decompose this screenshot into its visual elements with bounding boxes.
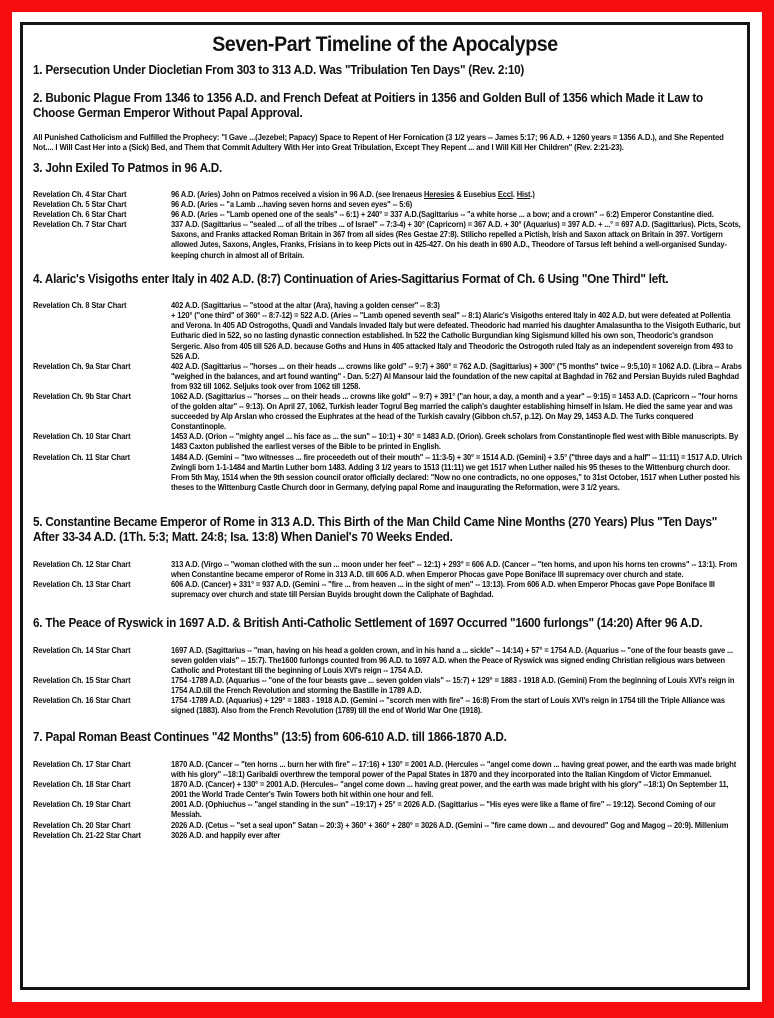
section-heading-5: 5. Constantine Became Emperor of Rome in 313 A.D. This Birth of the Man Child Came Nine Months (270 Years) Plus "Ten Days" After 33-34 A.D. (1Th. 5:3; Matt. 24:8; Isa. 13:8) When Daniel's 70 Weeks Ended.: [33, 514, 718, 545]
chart-description: 1062 A.D. (Sagittarius -- "horses ... on their heads ... crowns like gold" -- 9:7) + 391° ("an hour, a day, a month and a year" -- 9:15) = 1453 A.D. (Capricorn -- "four horns of the golden altar" -- 9:13). On April 27, 1062, Turkish leader Togrul Beg married the caliph's daughter establishing himself in Islam. He died the same year and was succeeded by Alp Arslan who crossed the Euphrates at the head of the Turkish cavalry (Gibbon ch.57, p.12). On May 29, 1453 A.D. The Turks conquered Constantinople.: [171, 392, 738, 432]
document-content: [33, 25, 743, 841]
chart-description: 2026 A.D. (Cetus -- "set a seal upon" Satan -- 20:3) + 360° + 360° + 280° = 3026 A.D. (Gemini -- "fire came down ... and devoured" Gog and Magog -- 20:9). Millenium: [171, 820, 729, 830]
chart-label: Revelation Ch. 5 Star Chart: [33, 200, 127, 210]
chart-row: [33, 432, 737, 452]
chart-row: [33, 210, 737, 220]
chart-description: 402 A.D. (Sagittarius -- "horses ... on their heads ... crowns like gold" -- 9:7) + 360° = 762 A.D. (Sagittarius) + 300° ("5 months" twice -- 9:5,10) = 1062 A.D. (Libra -- Arabs "weighed in the balances, and art found wanting" - Dan. 5:27) Al Mansour laid the foundation of the new capital at Baghdad in 762 and Persian Buyids ruled Baghdad from 932 till 1062. Seljuks took over from 1062 till 1258.: [171, 361, 742, 391]
section-heading-4: 4. Alaric's Visigoths enter Italy in 402 A.D. (8:7) Continuation of Aries-Sagittarius Format of Ch. 6 Using "One Third" left.: [33, 271, 669, 286]
section-heading-7: 7. Papal Roman Beast Continues "42 Months" (13:5) from 606-610 A.D. till 1866-1870 A.D.: [33, 730, 507, 745]
page-title: Seven-Part Timeline of the Apocalypse: [212, 33, 558, 56]
chart-description: 1754 -1789 A.D. (Aquarius) + 129° = 1883 - 1918 A.D. (Gemini -- "scorch men with fire" -- 16:8) From the start of Louis XVI's reign in 1754 till the Triple Alliance was signed (1883). Also from the French Revolution (1789) till the end of World War One (1918).: [171, 696, 725, 716]
chart-label: Revelation Ch. 4 Star Chart: [33, 190, 127, 199]
chart-label: Revelation Ch. 9b Star Chart: [33, 392, 131, 401]
chart-label: Revelation Ch. 19 Star Chart: [33, 800, 131, 810]
section-heading-3: 3. John Exiled To Patmos in 96 A.D.: [33, 160, 223, 175]
chart-description: 1697 A.D. (Sagittarius -- "man, having on his head a golden crown, and in his hand a ... sickle" -- 14:14) + 57° = 1754 A.D. (Aquarius -- "one of the four beasts gave ... seven golden vials" -- 15:7). The1600 furlongs counted from 96 A.D. to 1697 A.D. when the Peace of Ryswick was signed ending Christian religious wars between Catholic and Protestant till the beginning of Louis XVI's reign -- 1754 A.D.: [171, 645, 733, 675]
chart-row: [33, 452, 743, 493]
chart-row: [33, 760, 737, 780]
chart-description: 606 A.D. (Cancer) + 331° = 937 A.D. (Gemini -- "fire ... from heaven ... in the sight of men" -- 13:13). From 606 A.D. when Emperor Phocas gave Pope Boniface III supremacy over church and state till Persian Buyids brought down the Caliphate of Baghdad.: [171, 580, 715, 600]
chart-label: Revelation Ch. 16 Star Chart: [33, 696, 131, 706]
chart-row: [33, 580, 737, 600]
citation-link: Eccl: [497, 190, 513, 199]
chart-label: Revelation Ch. 9a Star Chart: [33, 361, 131, 371]
section-heading-1: 1. Persecution Under Diocletian From 303 to 313 A.D. Was "Tribulation Ten Days" (Rev. 2:10): [33, 63, 525, 77]
chart-label: Revelation Ch. 20 Star Chart: [33, 820, 131, 830]
chart-label: Revelation Ch. 7 Star Chart: [33, 220, 127, 230]
chart-description: 1484 A.D. (Gemini -- "two witnesses ... fire proceedeth out of their mouth" -- 11:3-5) + 30° = 1514 A.D. (Gemini) + 3.5° ("three days and a half" -- 11:11) = 1517 A.D. Ulrich Zwingli born 1-1-1484 and Martin Luther born 1483. Adding 3 1/2 years to 1513 (11:11) we get 1517 when Luther nailed his 95 theses to the Wittenburg church door. From 5th May, 1514 when the 9th session council orator officially declared: "Now no one contradicts, no one opposes," to 31st October, 1517 when Luther posted his theses to the Wittenburg Castle Church door in Germany, defying papal Rome and inaugurating the Reformation, were 3 1/2 years.: [171, 452, 743, 492]
chart-label: Revelation Ch. 11 Star Chart: [33, 452, 131, 462]
chart-row: [33, 301, 741, 362]
chart-label: Revelation Ch. 14 Star Chart: [33, 645, 131, 655]
chart-row: [33, 190, 737, 200]
chart-row: [33, 696, 737, 716]
citation-link: Heresies: [423, 190, 455, 199]
chart-label: Revelation Ch. 17 Star Chart: [33, 759, 131, 769]
chart-description: 1453 A.D. (Orion -- "mighty angel ... his face as ... the sun" -- 10:1) + 30° = 1483 A.D. (Orion). Greek scholars from Constantinople fled west with Bible manuscripts. By 1483 Caxton published the earliest verses of the Bible to be printed in English.: [171, 432, 739, 452]
chart-description: 1870 A.D. (Cancer -- "ten horns ... burn her with fire" -- 17:16) + 130° = 2001 A.D. (Hercules -- "angel come down ... having great power, and the earth was made bright with his glory" --18:1) Garibaldi overthrew the temporal power of the Papal States in 1870 and they incorporated into the Italian Kingdom of Victor Emmanuel.: [171, 759, 737, 780]
chart-description: 337 A.D. (Sagittarius -- "sealed ... of all the tribes ... of Israel" -- 7:3-4) + 30° (Capricorn) = 367 A.D. + 30° (Aquarius) = 397 A.D. + ...° = 697 A.D. (Sagittarius). Picts, Scots, Saxons, and Franks attacked Roman Britain in 367 from all sides (Res Gestae 27:8). Stilicho repelled a Pictish, Irish and Saxon attack on Britain in 397. Vortigern allowed Jutes, Saxons, Angles, Franks, Frisians in to keep Picts out in 425-427. On his death in 690 A.D., Theodore of Tarsus left behind a well-organised Sunday-keeping church in almost all of Britain.: [171, 220, 741, 260]
chart-description: 402 A.D. (Sagittarius -- "stood at the altar (Ara), having a golden censer" -- 8:3) + 120° ("one third" of 360° -- 8:7-12) = 522 A.D. (Aries -- "Lamb opened seventh seal" -- 8:1) Alaric's Visigoths entered Italy in 402 A.D. but were defeated at Pollentia and Verona. In 405 AD Ostrogoths, Quadi and Vandals invaded Italy but were defeated. Theodoric had married his daughter Amalasuntha to the Visigoth Eutharic, but Eutharic died in 522, so no lasting dynastic connection established. In 522 the Catholic Burgundian king Sigismund killed his own son, Theodoric's grandson Sergeric. Also from 405 till 526 A.D. because Goths and Huns in 405 attacked Italy and Theodoric the Ostrogoth ruled Italy as an independent sovereign from 493 to 526 A.D.: [171, 301, 741, 361]
chart-description: 2001 A.D. (Ophiuchus -- "angel standing in the sun" --19:17) + 25° = 2026 A.D. (Sagittarius -- "His eyes were like a flame of fire" -- 19:12). Second Coming of our Messiah.: [171, 800, 716, 820]
chart-label: Revelation Ch. 18 Star Chart: [33, 780, 131, 790]
document-frame: [20, 22, 750, 990]
chart-label: Revelation Ch. 21-22 Star Chart: [33, 830, 141, 840]
chart-label: Revelation Ch. 13 Star Chart: [33, 580, 131, 590]
section-heading-2: 2. Bubonic Plague From 1346 to 1356 A.D. and French Defeat at Poitiers in 1356 and Golden Bull of 1356 which Made it Law to Choose German Emperor Without Papal Approval.: [33, 90, 703, 120]
chart-description: 1754 -1789 A.D. (Aquarius -- "one of the four beasts gave ... seven golden vials" -- 15:7) + 129° = 1883 - 1918 A.D. (Gemini) From the beginning of Louis XVI's reign in 1754 A.D.till the French Revolution and storming the Bastille in 1789 A.D.: [171, 676, 735, 696]
chart-row: [33, 676, 737, 696]
section-heading-6: 6. The Peace of Ryswick in 1697 A.D. & British Anti-Catholic Settlement of 1697 Occurred "1600 furlongs" (14:20) After 96 A.D.: [33, 616, 703, 631]
chart-description: 3026 A.D. and happily ever after: [171, 830, 281, 840]
chart-row: [33, 646, 737, 676]
chart-label: Revelation Ch. 15 Star Chart: [33, 676, 131, 686]
chart-label: Revelation Ch. 10 Star Chart: [33, 432, 131, 442]
chart-label: Revelation Ch. 12 Star Chart: [33, 559, 131, 569]
chart-row: [33, 821, 737, 831]
chart-row: [33, 220, 741, 260]
chart-description: 96 A.D. (Aries -- "Lamb opened one of the seals" -- 6:1) + 240° = 337 A.D.(Sagittarius -- "a white horse ... a bow; and a crown" -- 6:2) Emperor Constantine died.: [171, 210, 714, 220]
chart-label: Revelation Ch. 6 Star Chart: [33, 210, 127, 220]
chart-row: [33, 560, 737, 580]
chart-row: [33, 780, 737, 800]
chart-description: 96 A.D. (Aries) John on Patmos received a vision in 96 A.D. (see Irenaeus Heresies & Eusebius Eccl. Hist.): [171, 190, 535, 199]
chart-description: 313 A.D. (Virgo -- "woman clothed with the sun ... moon under her feet" -- 12:1) + 293° = 606 A.D. (Cancer -- "ten horns, and upon his horns ten crowns" -- 13:1). From when Constantine became emperor of Rome in 313 A.D. till 606 A.D. when Emperor Phocas gave Pope Boniface III supremacy over church and state.: [171, 559, 738, 580]
chart-row: [33, 392, 737, 432]
citation-link: Hist: [516, 190, 531, 199]
chart-description: 1870 A.D. (Cancer) + 130° = 2001 A.D. (Hercules-- "angel come down ... having great power, and the earth was made bright with his glory" --18:1) On September 11, 2001 the World Trade Center's Twin Towers both hit within one hour and fell.: [171, 780, 729, 800]
chart-row: [33, 361, 742, 392]
section-2-note: All Punished Catholicism and Fulfilled the Prophecy: "I Gave ...(Jezebel; Papacy) Space to Repent of Her Fornication (3 1/2 years -- James 5:17; 96 A.D. + 1260 years = 1356 A.D.), and She Repented Not.... I Will Cast Her into a (Sick) Bed, and Them that Commit Adultery With Her into Great Tribulation, Except They Repent ... and I Will Kill Her Children" (Rev. 2:21-23).: [33, 131, 724, 152]
chart-row: [33, 800, 737, 820]
chart-row: [33, 831, 737, 841]
chart-description: 96 A.D. (Aries -- "a Lamb ...having seven horns and seven eyes" -- 5:6): [171, 200, 413, 210]
page: [12, 12, 762, 1002]
chart-row: [33, 200, 737, 210]
chart-label: Revelation Ch. 8 Star Chart: [33, 301, 127, 311]
